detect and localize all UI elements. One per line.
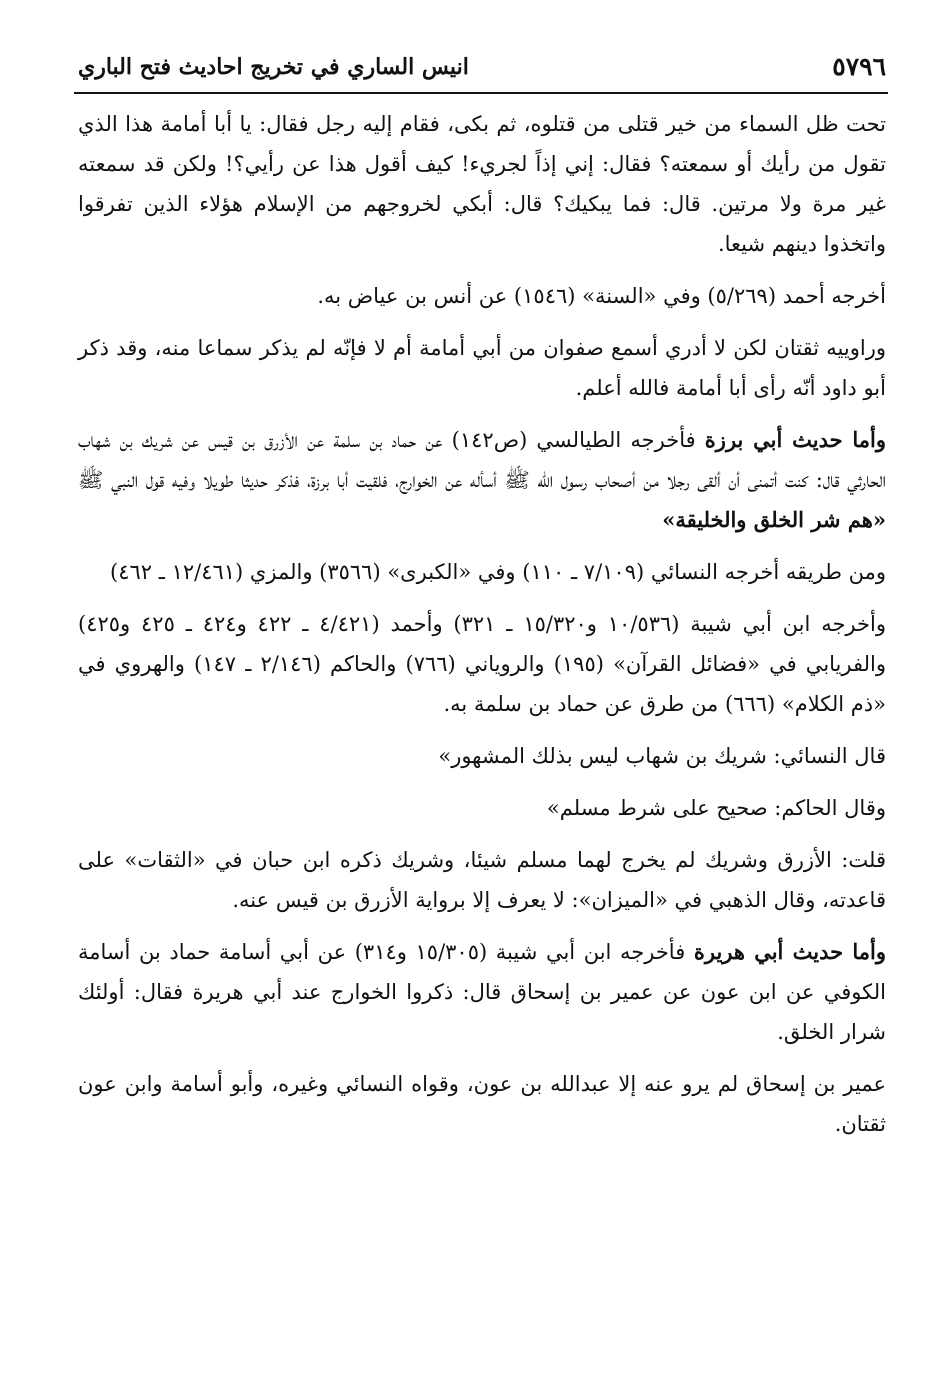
section-lead: وأما حديث أبي هريرة [693, 939, 886, 964]
paragraph-text: فأخرجه الطيالسي (ص١٤٢) عن حماد بن سلمة عن الأزرق بن قيس عن شريك بن شهاب الحارثي قال: كنت أتمنى أن ألقى رجلا من أصحاب رسول الله ﷺ أسأله عن الخوارج، فلقيت أبا برزة، فذكر حديثا طويلا وفيه قول النبي ﷺ [78, 428, 886, 492]
header-divider [74, 92, 888, 94]
paragraph [78, 276, 886, 316]
book-title: انيس الساري في تخريج احاديث فتح الباري [78, 54, 469, 80]
paragraph [78, 420, 886, 540]
body-text [78, 104, 886, 1156]
paragraph-text: ومن طريقه أخرجه النسائي (٧/١٠٩ ـ ١١٠) وفي «الكبرى» (٣٥٦٦) والمزي (١٢/٤٦١ ـ ٤٦٢) [110, 560, 886, 584]
paragraph [78, 328, 886, 408]
paragraph-text: فأخرجه ابن أبي شيبة (١٥/٣٠٥ و٣١٤) عن أبي أسامة حماد بن أسامة الكوفي عن ابن عون عن عمير بن إسحاق قال: ذكروا الخوارج عند أبي هريرة فقال: أولئك شرار الخلق. [78, 940, 886, 1044]
running-header [78, 48, 886, 90]
paragraph [78, 736, 886, 776]
hadith-quote: «هم شر الخلق والخليقة» [662, 507, 886, 532]
page-number: ٥٧٩٦ [832, 52, 886, 81]
paragraph [78, 788, 886, 828]
paragraph-text: تحت ظل السماء من خير قتلى من قتلوه، ثم بكى، فقام إليه رجل فقال: يا أبا أمامة هذا الذي تقول من رأيك أو سمعته؟ فقال: إني إذاً لجريء! كيف أقول هذا عن رأيي؟! ولكن قد سمعته غير مرة ولا مرتين. قال: فما يبكيك؟ قال: أبكي لخروجهم من الإسلام هؤلاء الذين تفرقوا واتخذوا دينهم شيعا. [78, 112, 886, 256]
paragraph-text: قلت: الأزرق وشريك لم يخرج لهما مسلم شيئا، وشريك ذكره ابن حبان في «الثقات» على قاعدته، وقال الذهبي في «الميزان»: لا يعرف إلا برواية الأزرق بن قيس عنه. [78, 848, 886, 912]
paragraph-text: وأخرجه ابن أبي شيبة (١٠/٥٣٦ و١٥/٣٢٠ ـ ٣٢١) وأحمد (٤/٤٢١ ـ ٤٢٢ و٤٢٤ ـ ٤٢٥ و٤٢٥) والفريابي في «فضائل القرآن» (١٩٥) والروياني (٧٦٦) والحاكم (٢/١٤٦ ـ ١٤٧) والهروي في «ذم الكلام» (٦٦٦) من طرق عن حماد بن سلمة به. [78, 612, 886, 716]
paragraph-text: قال النسائي: شريك بن شهاب ليس بذلك المشهور» [438, 744, 886, 768]
paragraph-text: وقال الحاكم: صحيح على شرط مسلم» [546, 796, 886, 820]
paragraph [78, 932, 886, 1052]
paragraph [78, 840, 886, 920]
paragraph-text: عمير بن إسحاق لم يرو عنه إلا عبدالله بن عون، وقواه النسائي وغيره، وأبو أسامة وابن عون ثقتان. [78, 1072, 886, 1136]
section-lead: وأما حديث أبي برزة [704, 427, 886, 452]
paragraph [78, 104, 886, 264]
paragraph-text: أخرجه أحمد (٥/٢٦٩) وفي «السنة» (١٥٤٦) عن أنس بن عياض به. [317, 284, 886, 308]
paragraph [78, 552, 886, 592]
paragraph-text: وراوييه ثقتان لكن لا أدري أسمع صفوان من أبي أمامة أم لا فإنّه لم يذكر سماعا منه، وقد ذكر أبو داود أنّه رأى أبا أمامة فالله أعلم. [78, 336, 886, 400]
paragraph [78, 1064, 886, 1144]
paragraph [78, 604, 886, 724]
